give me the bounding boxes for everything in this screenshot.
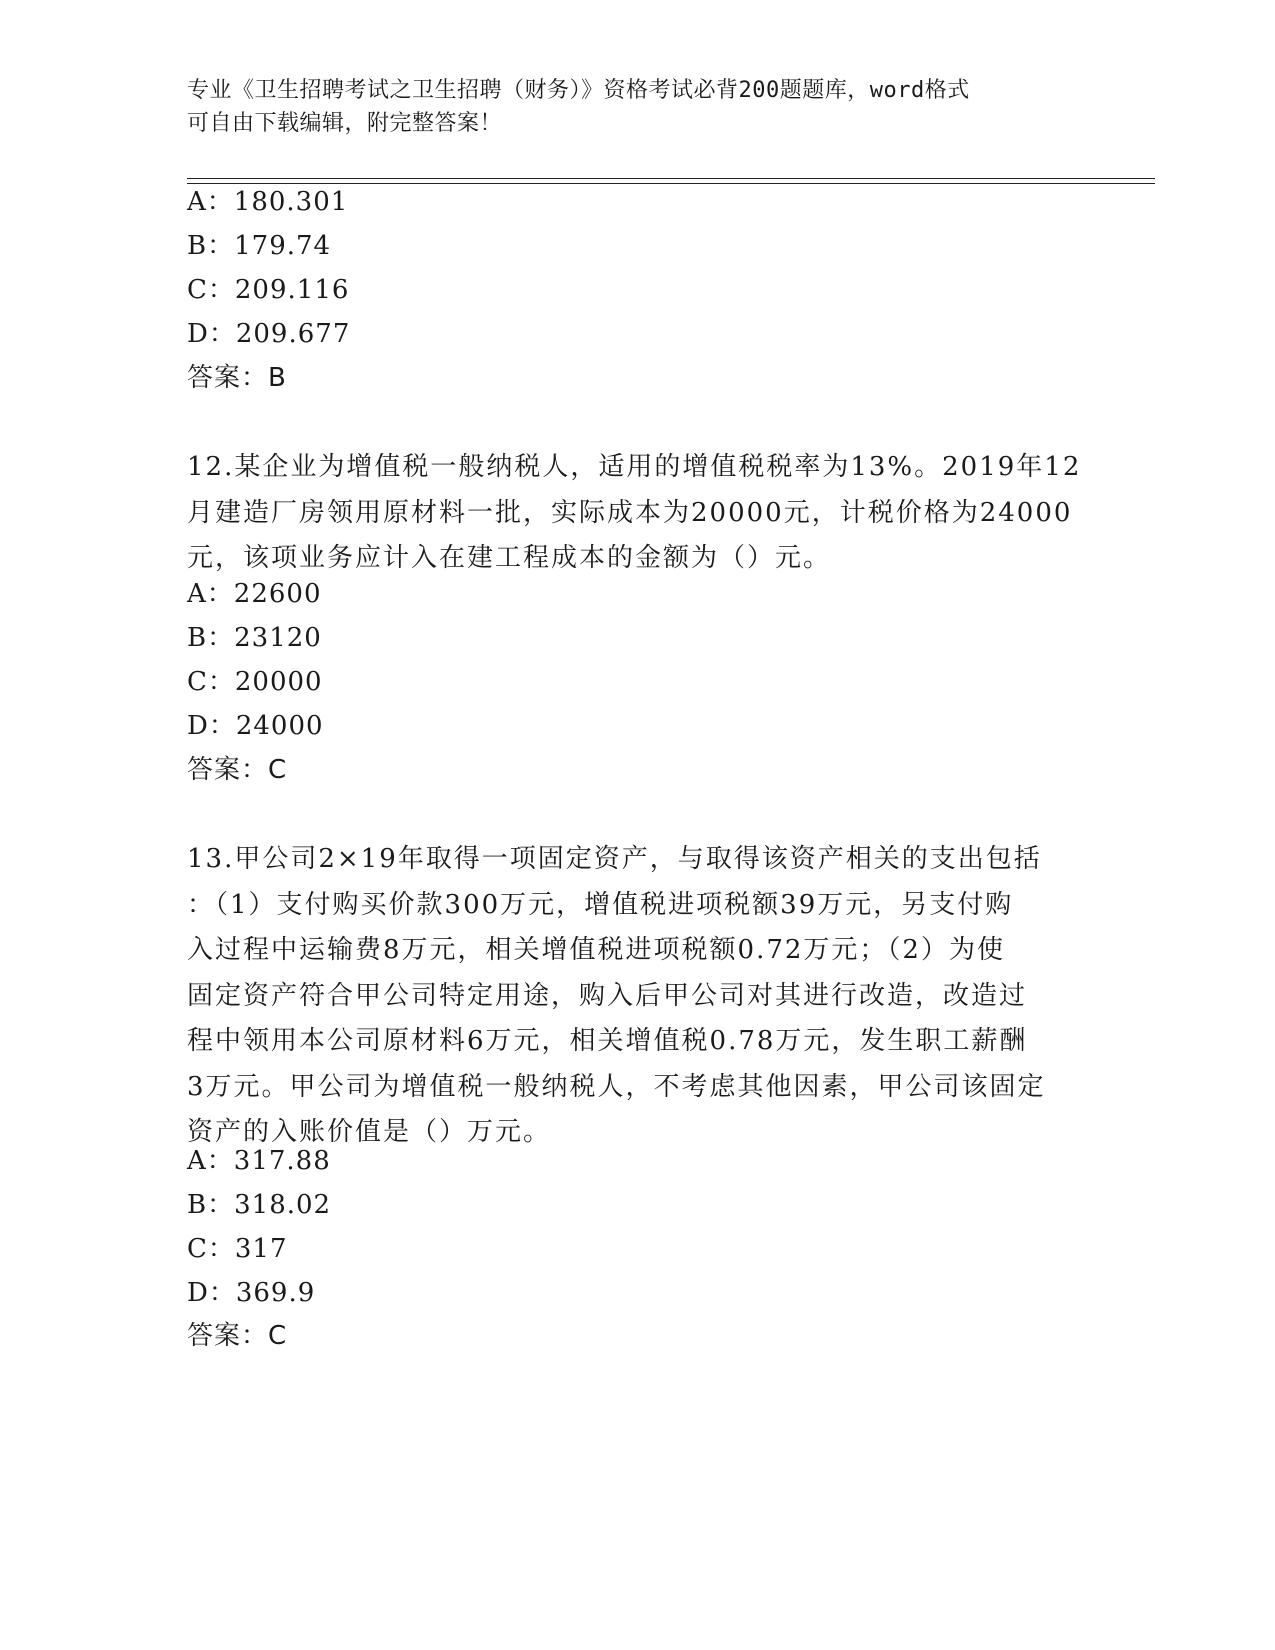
header-line-1: 专业《卫生招聘考试之卫生招聘（财务）》资格考试必背200题题库，word格式 (187, 78, 970, 103)
question-text (187, 837, 1087, 1156)
question-text-line: 12.某企业为增值税一般纳税人，适用的增值税税率为13%。2019年12 (187, 452, 1082, 482)
question-text-line: 资产的入账价值是（）万元。 (187, 1117, 552, 1147)
option-c: C：209.116 (187, 275, 350, 305)
question-text-line: 13.甲公司2×19年取得一项固定资产，与取得该资产相关的支出包括 (187, 844, 1042, 874)
option-b: B：23120 (187, 623, 322, 653)
option-c: C：317 (187, 1234, 288, 1264)
question-text-line: 月建造厂房领用原材料一批，实际成本为20000元，计税价格为24000 (187, 497, 1073, 528)
option-d: D：209.677 (187, 319, 351, 349)
answer: 答案：B (187, 363, 287, 393)
question-text-line: 元，该项业务应计入在建工程成本的金额为（）元。 (187, 543, 832, 573)
question-text-line: 程中领用本公司原材料6万元，相关增值税0.78万元，发生职工薪酬 (187, 1026, 1028, 1056)
header-divider-top (187, 178, 1155, 179)
question-text-line: 入过程中运输费8万元，相关增值税进项税额0.72万元；（2）为使 (187, 935, 1005, 965)
option-a: A：22600 (187, 579, 322, 609)
option-b: B：179.74 (187, 231, 332, 261)
option-d: D：369.9 (187, 1278, 316, 1308)
question-text-line: 3万元。甲公司为增值税一般纳税人，不考虑其他因素，甲公司该固定 (187, 1071, 1046, 1102)
answer: 答案：C (187, 755, 288, 785)
question-text (187, 445, 1087, 582)
header-divider-bottom (187, 183, 1155, 184)
option-a: A：180.301 (187, 187, 349, 217)
option-a: A：317.88 (187, 1146, 331, 1176)
header-line-2: 可自由下载编辑，附完整答案！ (187, 111, 503, 136)
document-header (187, 74, 1087, 140)
question-text-line: 固定资产符合甲公司特定用途，购入后甲公司对其进行改造，改造过 (187, 980, 1028, 1011)
option-c: C：20000 (187, 667, 323, 697)
question-text-line: ：（1）支付购买价款300万元，增值税进项税额39万元，另支付购 (187, 889, 1014, 920)
option-b: B：318.02 (187, 1190, 332, 1220)
answer: 答案：C (187, 1321, 288, 1351)
option-d: D：24000 (187, 711, 324, 741)
